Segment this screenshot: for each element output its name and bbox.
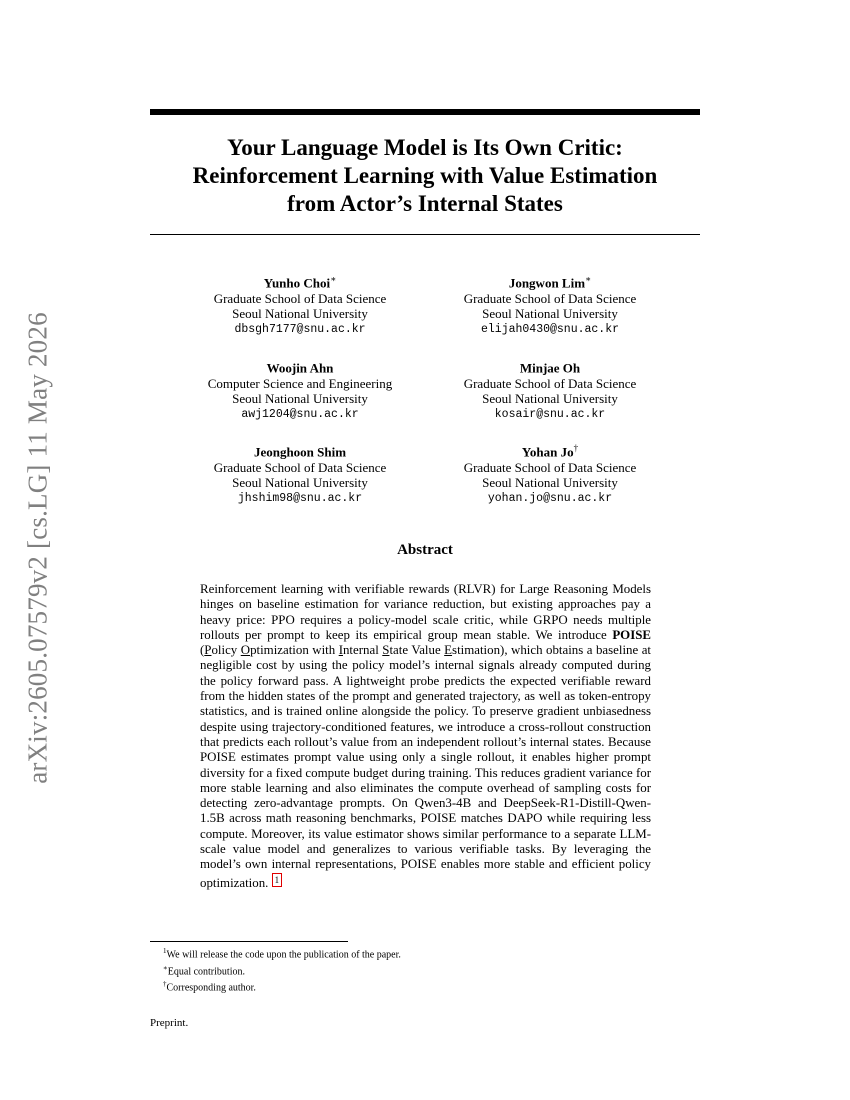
author-block: [425, 441, 675, 506]
acronym-initial: I: [338, 643, 343, 658]
author-email[interactable]: jhshim98@snu.ac.kr: [237, 491, 363, 505]
title-top-rule: [150, 109, 700, 115]
author-block: [175, 272, 425, 337]
author-institution: Seoul National University: [232, 306, 368, 322]
author-name: Jongwon Lim∗: [508, 274, 592, 291]
author-email[interactable]: kosair@snu.ac.kr: [494, 407, 606, 421]
author-institution: Seoul National University: [482, 391, 618, 407]
author-affiliation: Graduate School of Data Science: [213, 290, 387, 306]
author-institution: Seoul National University: [232, 475, 368, 491]
author-block: [175, 441, 425, 506]
author-email[interactable]: dbsgh7177@snu.ac.kr: [234, 322, 366, 336]
author-name: Woojin Ahn: [266, 360, 334, 376]
author-institution: Seoul National University: [232, 391, 368, 407]
author-name: Minjae Oh: [519, 360, 581, 376]
title-bottom-rule: [150, 234, 700, 235]
author-block: [425, 357, 675, 422]
acronym-initial: O: [240, 643, 251, 658]
footnote-rule: [150, 941, 348, 942]
footnote-item: ∗Equal contribution.: [163, 963, 245, 977]
author-email[interactable]: elijah0430@snu.ac.kr: [480, 322, 620, 336]
footnote-link[interactable]: 1: [272, 873, 283, 887]
author-block: [425, 272, 675, 337]
abstract-heading: Abstract: [397, 542, 453, 558]
author-email[interactable]: awj1204@snu.ac.kr: [241, 407, 359, 421]
author-affiliation: Graduate School of Data Science: [463, 375, 637, 391]
author-institution: Seoul National University: [482, 475, 618, 491]
author-name: Yunho Choi∗: [263, 274, 337, 291]
abstract-intro: Reinforcement learning with verifiable rewards (RLVR) for Large Reasoning Models hinges on baseline estimation for variance reduction, but existing approaches pay a heavy price: PPO requires a policy-model scale critic, while GRPO needs multiple rollouts per prompt to keep its empirical group mean stable. We introduce: [200, 582, 651, 642]
acronym-initial: S: [382, 643, 390, 658]
method-acronym: POISE: [612, 627, 651, 642]
author-mark: ∗: [330, 274, 337, 284]
footnote-item: $^1$We will release the code upon the publication of the paper.: [163, 947, 401, 961]
author-affiliation: Graduate School of Data Science: [463, 290, 637, 306]
author-block: [175, 357, 425, 422]
author-mark: ∗: [585, 274, 592, 284]
arxiv-identifier-stamp: arXiv:2605.07579v2 [cs.LG] 11 May 2026: [22, 312, 53, 784]
title-line-2: Reinforcement Learning with Value Estimation: [192, 163, 658, 188]
abstract-main-text: ), which obtains a baseline at negligible cost by using the policy model’s internal signals already computed during the policy forward pass. A lightweight probe predicts the expected verifiable reward from the hidden states of the prompt and generated trajectory, as well as token-entropy statistics, and is trained online alongside the policy. To preserve gradient unbiasedness despite using trajectory-conditioned features, we introduce a cross-rollout construction that predicts each rollout’s value from an independent rollout’s internal states. Because POISE estimates prompt value using only a single rollout, it enables higher prompt diversity for a fixed compute budget during training. This reduces gradient variance for more stable learning and also eliminates the compute overhead of sampling costs for detecting zero-advantage prompts. On Qwen3-4B and DeepSeek-R1-Distill-Qwen-1.5B across math reasoning benchmarks, POISE matches DAPO while requiring less compute. Moreover, its value estimator shows similar performance to a separate LLM-scale value model and generalizes to various verifiable tasks. By leveraging the model’s own internal representations, POISE enables more stable and efficient policy optimization.: [200, 643, 652, 890]
acronym-initial: P: [204, 643, 212, 658]
author-institution: Seoul National University: [482, 306, 618, 322]
abstract-body: Reinforcement learning with verifiable rewards (RLVR) for Large Reasoning Models hinges on baseline estimation for variance reduction, but existing approaches pay a heavy price: PPO requires a policy-model scale critic, while GRPO needs multiple rollouts per prompt to keep its empirical group mean stable. We introduce POISE (Policy Optimization with Internal State Value Estimation), which obtains a baseline at negligible cost by using the policy model’s internal signals already computed during the policy forward pass. A lightweight probe predicts the expected verifiable reward from the hidden states of the prompt and generated trajectory, as well as token-entropy statistics, and is trained online alongside the policy. To preserve gradient unbiasedness despite using trajectory-conditioned features, we introduce a cross-rollout construction that predicts each rollout’s value from an independent rollout’s internal states. Because POISE estimates prompt value using only a single rollout, it enables higher prompt diversity for a fixed compute budget during training. This reduces gradient variance for more stable learning and also eliminates the compute overhead of sampling costs for detecting zero-advantage prompts. On Qwen3-4B and DeepSeek-R1-Distill-Qwen-1.5B across math reasoning benchmarks, POISE matches DAPO while requiring less compute. Moreover, its value estimator shows similar performance to a separate LLM-scale value model and generalizes to various verifiable tasks. By leveraging the model’s own internal representations, POISE enables more stable and efficient policy optimization. 1: [200, 582, 652, 890]
paper-title: [150, 134, 700, 218]
author-email[interactable]: yohan.jo@snu.ac.kr: [487, 491, 613, 505]
preprint-label: Preprint.: [150, 1017, 189, 1029]
author-name: Yohan Jo†: [521, 443, 579, 460]
author-name: Jeonghoon Shim: [253, 444, 347, 460]
author-mark: †: [573, 443, 579, 453]
acronym-initial: E: [444, 643, 453, 658]
author-affiliation: Graduate School of Data Science: [463, 459, 637, 475]
title-line-1: Your Language Model is Its Own Critic:: [227, 135, 623, 160]
author-affiliation: Graduate School of Data Science: [213, 459, 387, 475]
footnote-item: †Corresponding author.: [163, 980, 256, 994]
author-affiliation: Computer Science and Engineering: [207, 375, 393, 391]
title-line-3: from Actor’s Internal States: [287, 191, 563, 216]
footnotes: [163, 945, 693, 995]
